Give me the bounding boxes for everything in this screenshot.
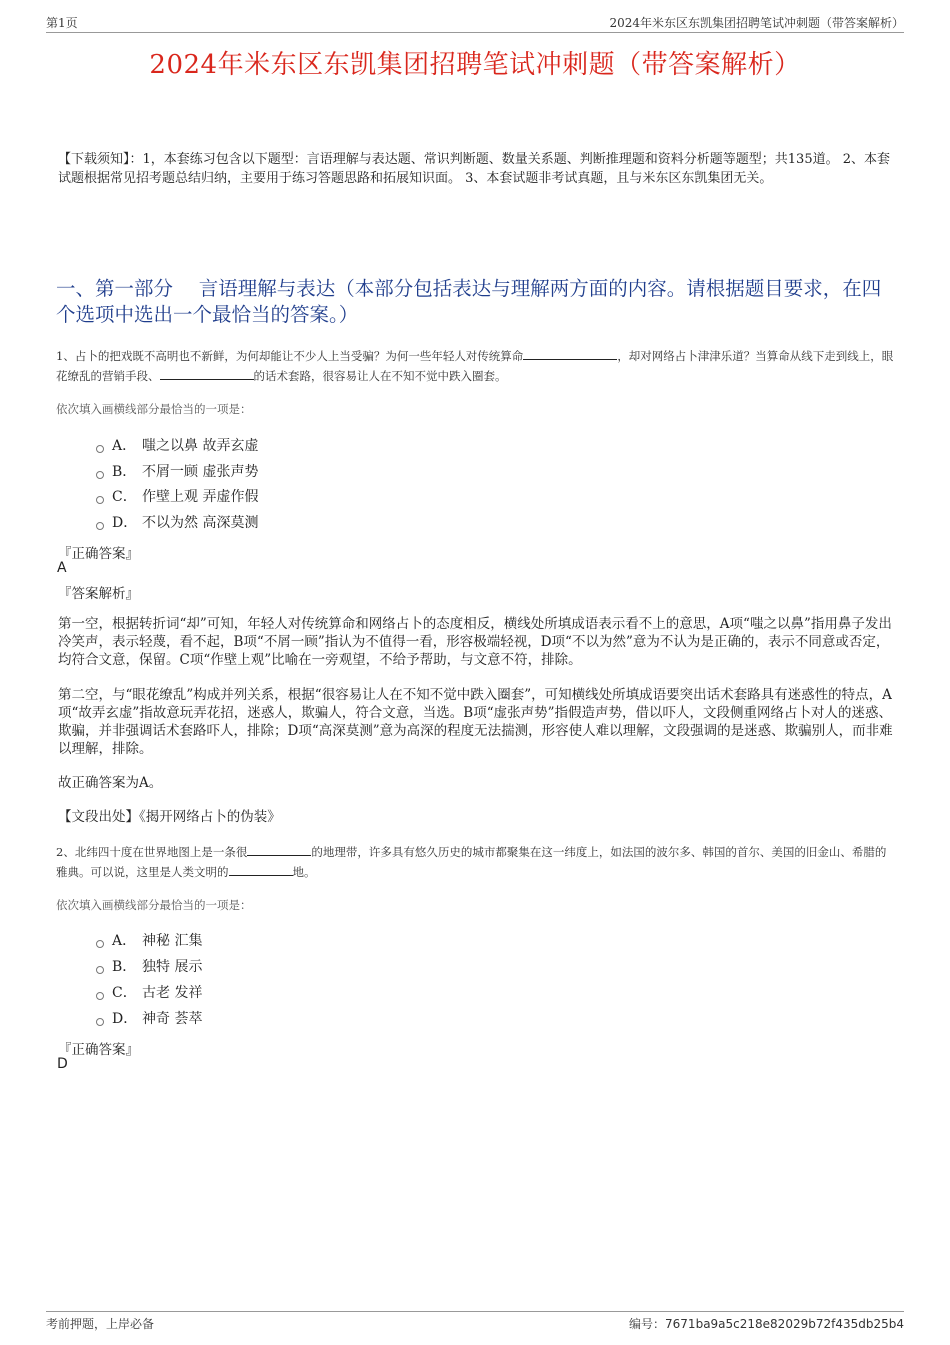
option-letter: D． <box>112 515 138 531</box>
q2-option-d[interactable] <box>96 1009 202 1029</box>
radio-icon[interactable] <box>96 496 104 504</box>
q2-text-part2: 的地理带，许多具有悠久历史的城市都聚集在这一纬度上，如法国的波尔多、韩国的首尔、美国的旧金山、希腊的雅典。可以说，这里是人类文明的 <box>56 845 887 879</box>
q1-answer-label: 『正确答案』 <box>58 546 139 562</box>
q2-option-a[interactable] <box>96 931 202 951</box>
radio-icon[interactable] <box>96 1018 104 1026</box>
q1-blank-1 <box>523 347 617 360</box>
radio-icon[interactable] <box>96 522 104 530</box>
option-letter: A． <box>112 933 137 949</box>
option-letter: A． <box>112 438 137 454</box>
radio-icon[interactable] <box>96 445 104 453</box>
radio-icon[interactable] <box>96 940 104 948</box>
option-letter: B． <box>112 464 137 480</box>
q2-option-b[interactable] <box>96 957 202 977</box>
footer-code-value: 7671ba9a5c218e82029b72f435db25b4 <box>665 1317 904 1331</box>
q1-text-part2: ，却对网络占卜津津乐道？当算命从线下走到线上，眼花缭乱的营销手段、 <box>56 349 894 383</box>
q1-answer: A <box>57 560 67 576</box>
q1-option-d[interactable] <box>96 513 258 533</box>
q1-analysis-2: 第二空，与“眼花缭乱”构成并列关系，根据“很容易让人在不知不觉中跌入圈套”，可知横线处所填成语要突出话术套路具有迷惑性的特点，A项“故弄玄虚”指故意玩弄花招，迷惑人，欺骗人，符合文意，当选。B项“虚张声势”指假造声势，借以吓人，文段侧重网络占卜对人的迷惑、欺骗，并非强调话术套路吓人，排除；D项“高深莫测”意为高深的程度无法揣测，形容使人难以理解，文段强调的是迷惑、欺骗别人，而非难以理解，排除。 <box>58 687 893 757</box>
document-title: 2024年米东区东凯集团招聘笔试冲刺题（带答案解析） <box>149 50 801 80</box>
q1-source: 【文段出处】《揭开网络占卜的伪装》 <box>58 809 281 825</box>
q1-option-a[interactable] <box>96 436 258 456</box>
download-notice: 【下载须知】：1，本套练习包含以下题型：言语理解与表达题、常识判断题、数量关系题、判断推理题和资料分析题等题型；共135道。 2、本套试题根据常见招考题总结归纳，主要用于练习答题思路和拓展知识面。 3、本套试题非考试真题，且与米东区东凯集团无关。 <box>58 152 890 186</box>
q2-prompt: 依次填入画横线部分最恰当的一项是： <box>56 898 252 912</box>
q2-blank-2 <box>229 863 293 876</box>
option-letter: B． <box>112 959 137 975</box>
page-footer <box>46 1311 904 1332</box>
q2-option-c[interactable] <box>96 983 202 1003</box>
q2-answer: D <box>57 1056 68 1072</box>
q1-analysis-1: 第一空，根据转折词“却”可知，年轻人对传统算命和网络占卜的态度相反，横线处所填成语表示看不上的意思，A项“嗤之以鼻”指用鼻子发出冷笑声，表示轻蔑，看不起，B项“不屑一顾”指认为不值得一看，形容极端轻视，D项“不以为然”意为不认为是正确的，表示不同意或否定，均符合文意，保留。C项“作壁上观”比喻在一旁观望，不给予帮助，与文意不符，排除。 <box>58 616 892 668</box>
option-text: 神奇 荟萃 <box>142 1011 203 1027</box>
option-letter: C． <box>112 985 137 1001</box>
question-1-text <box>56 346 896 386</box>
q1-text-part1: 1、占卜的把戏既不高明也不新鲜，为何却能让不少人上当受骗？为何一些年轻人对传统算命 <box>56 349 524 363</box>
radio-icon[interactable] <box>96 471 104 479</box>
option-letter: D． <box>112 1011 138 1027</box>
q1-option-c[interactable] <box>96 487 258 507</box>
q2-text-part3: 地。 <box>292 865 316 879</box>
header-doc-title: 2024年米东区东凯集团招聘笔试冲刺题（带答案解析） <box>609 16 904 30</box>
q2-answer-label: 『正确答案』 <box>58 1042 139 1058</box>
q2-blank-1 <box>247 843 311 856</box>
option-text: 不屑一顾 虚张声势 <box>142 464 259 480</box>
q1-blank-2 <box>160 367 254 380</box>
q1-analysis-label: 『答案解析』 <box>58 586 139 602</box>
question-2-text <box>56 842 896 882</box>
option-text: 作壁上观 弄虚作假 <box>142 489 259 505</box>
q2-text-part1: 2、北纬四十度在世界地图上是一条很 <box>56 845 248 859</box>
option-text: 嗤之以鼻 故弄玄虚 <box>142 438 259 454</box>
option-text: 独特 展示 <box>142 959 203 975</box>
radio-icon[interactable] <box>96 966 104 974</box>
option-text: 不以为然 高深莫测 <box>142 515 259 531</box>
option-letter: C． <box>112 489 137 505</box>
page-number: 第1页 <box>46 16 78 30</box>
q1-prompt: 依次填入画横线部分最恰当的一项是： <box>56 402 252 416</box>
section-title: 一、第一部分 言语理解与表达（本部分包括表达与理解两方面的内容。请根据题目要求，在四个选项中选出一个最恰当的答案。） <box>56 277 882 326</box>
q1-option-b[interactable] <box>96 462 258 482</box>
option-text: 古老 发祥 <box>142 985 203 1001</box>
footer-slogan: 考前押题，上岸必备 <box>46 1317 155 1331</box>
option-text: 神秘 汇集 <box>142 933 203 949</box>
q1-text-part3: 的话术套路，很容易让人在不知不觉中跌入圈套。 <box>253 369 507 383</box>
page-header <box>46 14 904 33</box>
footer-code <box>629 1315 904 1332</box>
footer-code-label: 编号： <box>629 1317 666 1331</box>
radio-icon[interactable] <box>96 992 104 1000</box>
q1-analysis-3: 故正确答案为A。 <box>58 775 163 791</box>
